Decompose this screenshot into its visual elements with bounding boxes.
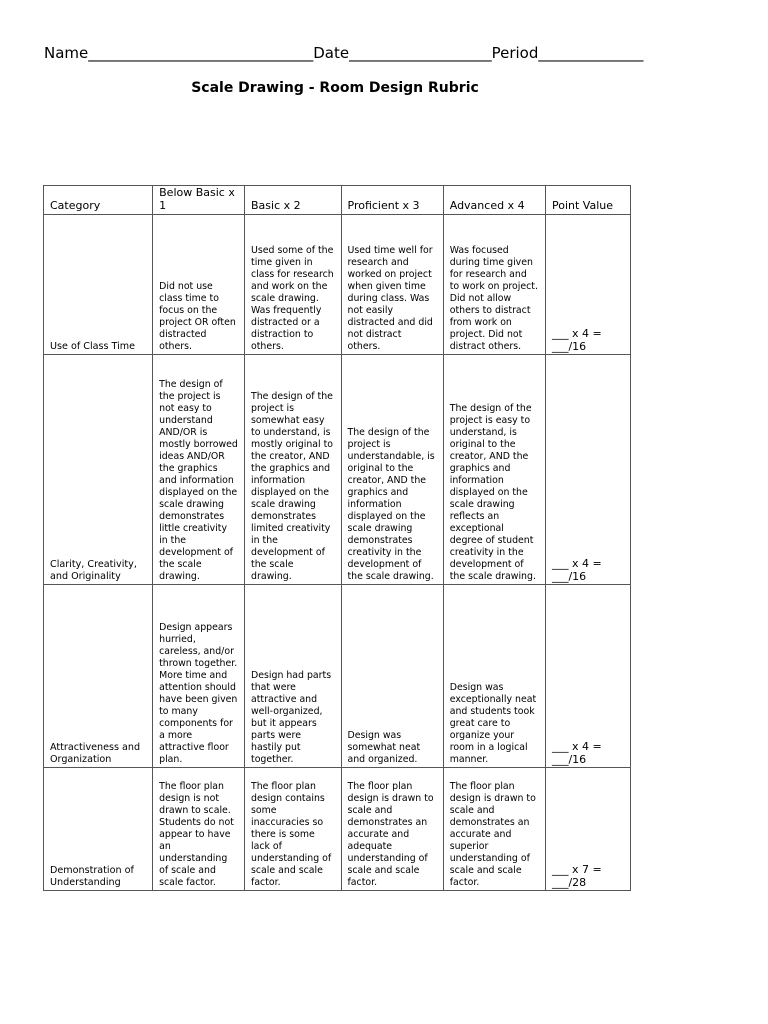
points-multiplier: ___ x 4 = [551, 557, 602, 570]
points-multiplier: ___ x 4 = [551, 740, 602, 753]
basic-cell: The design of the project is somewhat easy to understand, is mostly original to the creator, AND the graphics and information displayed on the scale drawing demonstrates limited creativity in the development of the scale drawing. [245, 355, 341, 585]
proficient-cell: The design of the project is understandable, is original to the creator, AND the graphics and information displayed on the scale drawing demonstrates creativity in the development of the scale drawing. [341, 355, 443, 585]
advanced-cell: Was focused during time given for research and to work on project. Did not allow others to distract from work on project. Did not distract others. [443, 215, 545, 355]
basic-cell: The floor plan design contains some inaccuracies so there is some lack of understanding of scale and scale factor. [245, 768, 341, 891]
points-multiplier: ___ x 7 = [551, 863, 602, 876]
rubric-table [43, 185, 631, 891]
table-row [44, 355, 631, 585]
point-value-cell [545, 768, 630, 891]
point-value-cell [545, 585, 630, 768]
advanced-cell: The design of the project is easy to understand, is original to the creator, AND the graphics and information displayed on the scale drawing reflects an exceptional degree of student creativity in the development of the scale drawing. [443, 355, 545, 585]
category-cell: Use of Class Time [44, 215, 153, 355]
points-total: ___/16 [551, 570, 587, 583]
advanced-cell: Design was exceptionally neat and students took great care to organize your room in a logical manner. [443, 585, 545, 768]
header-proficient: Proficient x 3 [341, 186, 443, 215]
points-total: ___/16 [551, 340, 587, 353]
basic-cell: Used some of the time given in class for research and work on the scale drawing. Was frequently distracted or a distraction to others. [245, 215, 341, 355]
table-row [44, 585, 631, 768]
proficient-cell: Used time well for research and worked on project when given time during class. Was not easily distracted and did not distract others. [341, 215, 443, 355]
header-advanced: Advanced x 4 [443, 186, 545, 215]
category-cell: Clarity, Creativity, and Originality [44, 355, 153, 585]
points-multiplier: ___ x 4 = [551, 327, 602, 340]
point-value-cell [545, 355, 630, 585]
proficient-cell: Design was somewhat neat and organized. [341, 585, 443, 768]
below-basic-cell: Did not use class time to focus on the project OR often distracted others. [153, 215, 245, 355]
below-basic-cell: The floor plan design is not drawn to scale. Students do not appear to have an understanding of scale and scale factor. [153, 768, 245, 891]
header-below-basic: Below Basic x 1 [153, 186, 245, 215]
below-basic-cell: Design appears hurried, careless, and/or thrown together. More time and attention should have been given to many components for a more attractive floor plan. [153, 585, 245, 768]
below-basic-cell: The design of the project is not easy to understand AND/OR is mostly borrowed ideas AND/OR the graphics and information displayed on the scale drawing demonstrates little creativity in the development of the scale drawing. [153, 355, 245, 585]
table-row [44, 768, 631, 891]
table-row [44, 215, 631, 355]
table-header-row [44, 186, 631, 215]
category-cell: Attractiveness and Organization [44, 585, 153, 768]
advanced-cell: The floor plan design is drawn to scale and demonstrates an accurate and superior understanding of scale and scale factor. [443, 768, 545, 891]
document-title: Scale Drawing - Room Design Rubric [191, 80, 479, 96]
points-total: ___/16 [551, 753, 587, 766]
basic-cell: Design had parts that were attractive and well-organized, but it appears parts were hastily put together. [245, 585, 341, 768]
header-point-value: Point Value [545, 186, 630, 215]
header-category: Category [44, 186, 153, 215]
point-value-cell [545, 215, 630, 355]
points-total: ___/28 [551, 876, 587, 889]
proficient-cell: The floor plan design is drawn to scale and demonstrates an accurate and adequate understanding of scale and scale factor. [341, 768, 443, 891]
student-info-line: Name______________________________Date___________________Period______________ [44, 44, 644, 62]
category-cell: Demonstration of Understanding [44, 768, 153, 891]
header-basic: Basic x 2 [245, 186, 341, 215]
